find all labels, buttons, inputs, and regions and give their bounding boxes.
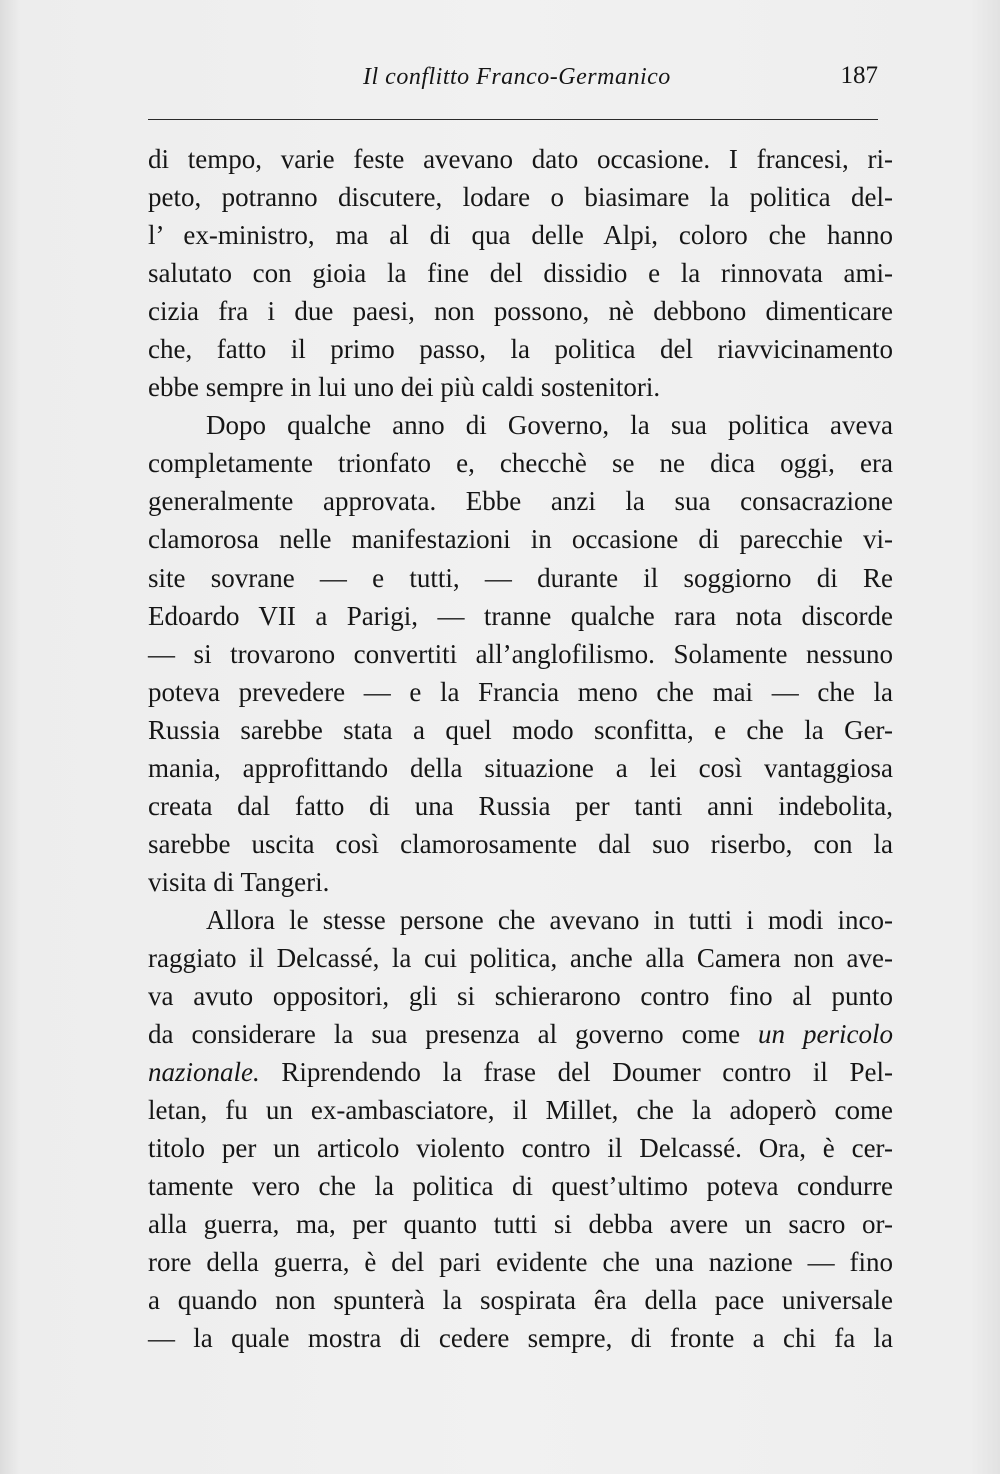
text-line: Edoardo VII a Parigi, — tranne qualche rara nota discorde [148, 600, 893, 631]
text-line [148, 1053, 893, 1091]
text-line: di tempo, varie feste avevano dato occasione. I francesi, ri- [148, 144, 893, 174]
text-line: visita di Tangeri. [148, 866, 330, 897]
text-line: generalmente approvata. Ebbe anzi la sua consacrazione [148, 486, 893, 517]
text-line [148, 1015, 893, 1053]
text-line: — la quale mostra di cedere sempre, di fronte a chi fa la [148, 1323, 893, 1354]
text-line: l’ ex-ministro, ma al di qua delle Alpi, coloro che hanno [148, 220, 893, 251]
header-rule [148, 119, 878, 120]
text-line: poteva prevedere — e la Francia meno che mai — che la [148, 676, 893, 707]
text-line: mania, approfittando della situazione a lei così vantaggiosa [148, 752, 893, 783]
page-header [148, 62, 890, 96]
text-line: titolo per un articolo violento contro il Delcassé. Ora, è cer- [148, 1133, 893, 1164]
italic-phrase: un pericolo [758, 1019, 893, 1050]
text-line: — si trovarono convertiti all’anglofilismo. Solamente nessuno [148, 638, 893, 669]
text-line: salutato con gioia la fine del dissidio e la rinnovata ami- [148, 258, 893, 289]
text-line: va avuto oppositori, gli si schierarono contro fino al punto [148, 981, 893, 1012]
text-line: ebbe sempre in lui uno dei più caldi sostenitori. [148, 372, 661, 403]
text-line: che, fatto il primo passo, la politica del riavvicinamento [148, 334, 893, 365]
text-line: completamente trionfato e, checchè se ne dica oggi, era [148, 448, 893, 479]
text-segment: Riprendendo la frase del Doumer contro il Pel- [281, 1057, 893, 1088]
text-line: creata dal fatto di una Russia per tanti anni indebolita, [148, 790, 893, 821]
text-line: Russia sarebbe stata a quel modo sconfitta, e che la Ger- [148, 714, 893, 745]
page-number: 187 [840, 62, 878, 89]
text-line: cizia fra i due paesi, non possono, nè debbono dimenticare [148, 296, 893, 327]
text-line: tamente vero che la politica di quest’ultimo poteva condurre [148, 1171, 893, 1202]
text-line: clamorosa nelle manifestazioni in occasione di parecchie vi- [148, 524, 893, 555]
running-title: Il conflitto Franco-Germanico [363, 64, 671, 90]
text-line: a quando non spunterà la sospirata êra della pace universale [148, 1285, 893, 1316]
text-line: peto, potranno discutere, lodare o biasimare la politica del- [148, 182, 893, 213]
text-line: raggiato il Delcassé, la cui politica, anche alla Camera non ave- [148, 942, 893, 973]
text-line: letan, fu un ex-ambasciatore, il Millet, che la adoperò come [148, 1095, 893, 1126]
text-line: sarebbe uscita così clamorosamente dal suo riserbo, con la [148, 828, 893, 859]
text-line: site sovrane — e tutti, — durante il soggiorno di Re [148, 562, 893, 593]
text-line: Allora le stesse persone che avevano in tutti i modi inco- [206, 904, 893, 935]
text-line: Dopo qualche anno di Governo, la sua politica aveva [206, 410, 893, 441]
text-line: rore della guerra, è del pari evidente che una nazione — fino [148, 1247, 893, 1278]
body-text [148, 140, 893, 1358]
text-line: alla guerra, ma, per quanto tutti si debba avere un sacro or- [148, 1209, 893, 1240]
italic-phrase: nazionale. [148, 1057, 260, 1088]
text-segment: da considerare la sua presenza al governo come [148, 1019, 741, 1050]
